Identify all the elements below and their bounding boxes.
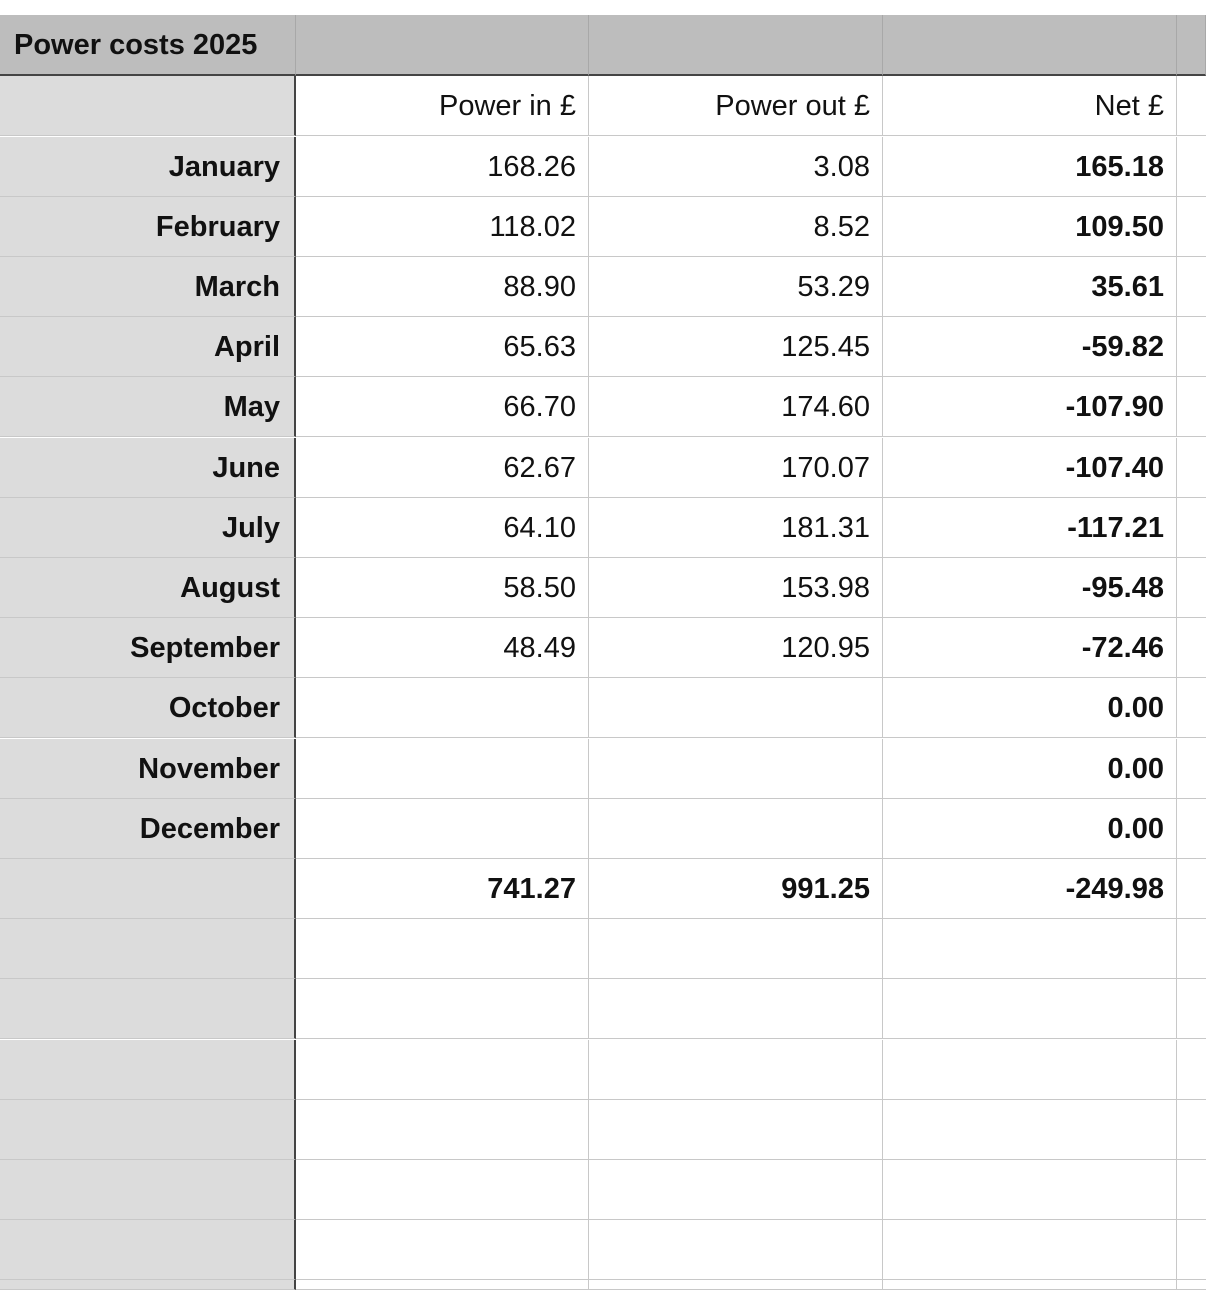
cell-net[interactable]: 0.00 [883,739,1177,799]
table-row [0,377,1206,437]
row-label-may[interactable]: May [0,377,296,437]
cell[interactable] [589,979,883,1039]
table-row [0,317,1206,377]
cell[interactable] [883,1100,1177,1160]
cell-net[interactable]: 0.00 [883,678,1177,738]
cell-net[interactable]: -117.21 [883,498,1177,558]
cell[interactable] [1177,799,1206,859]
empty-row [0,1220,1206,1280]
table-row [0,678,1206,738]
table-title[interactable]: Power costs 2025 [0,15,296,76]
row-header-cell[interactable] [0,1160,296,1220]
cell[interactable] [1177,1280,1206,1290]
empty-row [0,1100,1206,1160]
empty-row [0,1280,1206,1290]
table-header-bar [0,15,1206,76]
cell-power-in[interactable]: 65.63 [296,317,589,377]
cell[interactable] [1177,979,1206,1039]
header-cell[interactable] [883,15,1177,76]
table-row [0,618,1206,678]
cell-net[interactable]: 0.00 [883,799,1177,859]
cell-power-out[interactable] [589,678,883,738]
cell-power-in[interactable]: 64.10 [296,498,589,558]
cell-power-in[interactable] [296,799,589,859]
cell-power-out[interactable]: 153.98 [589,558,883,618]
row-header-cell[interactable] [0,979,296,1039]
cell-power-in[interactable]: 118.02 [296,197,589,257]
cell[interactable] [589,1040,883,1100]
row-label-november[interactable]: November [0,739,296,799]
row-label-september[interactable]: September [0,618,296,678]
row-label-february[interactable]: February [0,197,296,257]
table-row [0,799,1206,859]
row-label-october[interactable]: October [0,678,296,738]
row-label-june[interactable]: June [0,438,296,498]
cell[interactable] [296,1100,589,1160]
cell[interactable] [1177,739,1206,799]
cell-net[interactable]: 109.50 [883,197,1177,257]
cell[interactable] [1177,1100,1206,1160]
empty-row [0,1040,1206,1100]
row-header-cell[interactable] [0,1040,296,1100]
cell[interactable] [1177,76,1206,136]
cell-power-in[interactable]: 66.70 [296,377,589,437]
empty-row [0,1160,1206,1220]
cell[interactable] [1177,618,1206,678]
cell-net[interactable]: 165.18 [883,137,1177,197]
cell[interactable] [296,1280,589,1290]
row-label-march[interactable]: March [0,257,296,317]
table-row [0,257,1206,317]
cell[interactable] [1177,1160,1206,1220]
empty-row [0,919,1206,979]
header-cell[interactable] [296,15,589,76]
cell-power-in[interactable]: 62.67 [296,438,589,498]
table-row [0,739,1206,799]
cell[interactable] [1177,317,1206,377]
cell-power-out[interactable]: 120.95 [589,618,883,678]
cell[interactable] [883,1220,1177,1280]
cell-power-out[interactable]: 181.31 [589,498,883,558]
cell[interactable] [1177,1220,1206,1280]
cell-power-out[interactable]: 170.07 [589,438,883,498]
total-power-in[interactable]: 741.27 [296,859,589,919]
column-header-power-out[interactable]: Power out £ [589,76,883,136]
cell-power-out[interactable]: 174.60 [589,377,883,437]
table-row [0,197,1206,257]
cell-net[interactable]: 35.61 [883,257,1177,317]
cell[interactable] [883,919,1177,979]
cell[interactable] [883,1040,1177,1100]
cell[interactable] [1177,678,1206,738]
row-label-january[interactable]: January [0,137,296,197]
table-row [0,498,1206,558]
cell-net[interactable]: -59.82 [883,317,1177,377]
cell-power-in[interactable]: 168.26 [296,137,589,197]
cell[interactable] [296,1220,589,1280]
cell[interactable] [1177,558,1206,618]
row-label-totals[interactable] [0,859,296,919]
cell-power-out[interactable]: 125.45 [589,317,883,377]
row-header-cell[interactable] [0,76,296,136]
header-cell[interactable] [589,15,883,76]
row-label-december[interactable]: December [0,799,296,859]
cell-net[interactable]: -95.48 [883,558,1177,618]
cell[interactable] [589,1280,883,1290]
cell-power-in[interactable]: 58.50 [296,558,589,618]
column-header-net[interactable]: Net £ [883,76,1177,136]
cell[interactable] [589,1160,883,1220]
cell-power-out[interactable]: 53.29 [589,257,883,317]
cell[interactable] [1177,859,1206,919]
table-row [0,137,1206,197]
cell-power-in[interactable]: 48.49 [296,618,589,678]
totals-row [0,859,1206,919]
row-header-cell[interactable] [0,1220,296,1280]
table-row [0,438,1206,498]
cell[interactable] [589,919,883,979]
cell-power-out[interactable]: 8.52 [589,197,883,257]
cell-net[interactable]: -72.46 [883,618,1177,678]
header-cell[interactable] [1177,15,1206,76]
cell[interactable] [589,1100,883,1160]
row-label-april[interactable]: April [0,317,296,377]
row-header-cell[interactable] [0,1100,296,1160]
cell[interactable] [1177,377,1206,437]
cell-net[interactable]: -107.40 [883,438,1177,498]
cell[interactable] [1177,498,1206,558]
cell[interactable] [1177,438,1206,498]
column-header-row [0,76,1206,136]
cell[interactable] [296,1040,589,1100]
cell[interactable] [1177,137,1206,197]
total-net[interactable]: -249.98 [883,859,1177,919]
top-margin [0,0,1206,15]
cell[interactable] [1177,197,1206,257]
cell[interactable] [883,1160,1177,1220]
cell-power-in[interactable] [296,739,589,799]
row-header-cell[interactable] [0,1280,296,1290]
cell[interactable] [1177,919,1206,979]
cell-power-out[interactable]: 3.08 [589,137,883,197]
cell[interactable] [1177,257,1206,317]
cell[interactable] [883,1280,1177,1290]
cell[interactable] [589,1220,883,1280]
cell[interactable] [296,919,589,979]
cell[interactable] [296,979,589,1039]
row-header-cell[interactable] [0,919,296,979]
row-label-july[interactable]: July [0,498,296,558]
cell-power-in[interactable]: 88.90 [296,257,589,317]
column-header-power-in[interactable]: Power in £ [296,76,589,136]
total-power-out[interactable]: 991.25 [589,859,883,919]
row-label-august[interactable]: August [0,558,296,618]
table-row [0,558,1206,618]
cell-power-out[interactable] [589,739,883,799]
cell[interactable] [296,1160,589,1220]
cell[interactable] [883,979,1177,1039]
empty-row [0,979,1206,1039]
cell[interactable] [1177,1040,1206,1100]
cell-net[interactable]: -107.90 [883,377,1177,437]
cell-power-out[interactable] [589,799,883,859]
cell-power-in[interactable] [296,678,589,738]
